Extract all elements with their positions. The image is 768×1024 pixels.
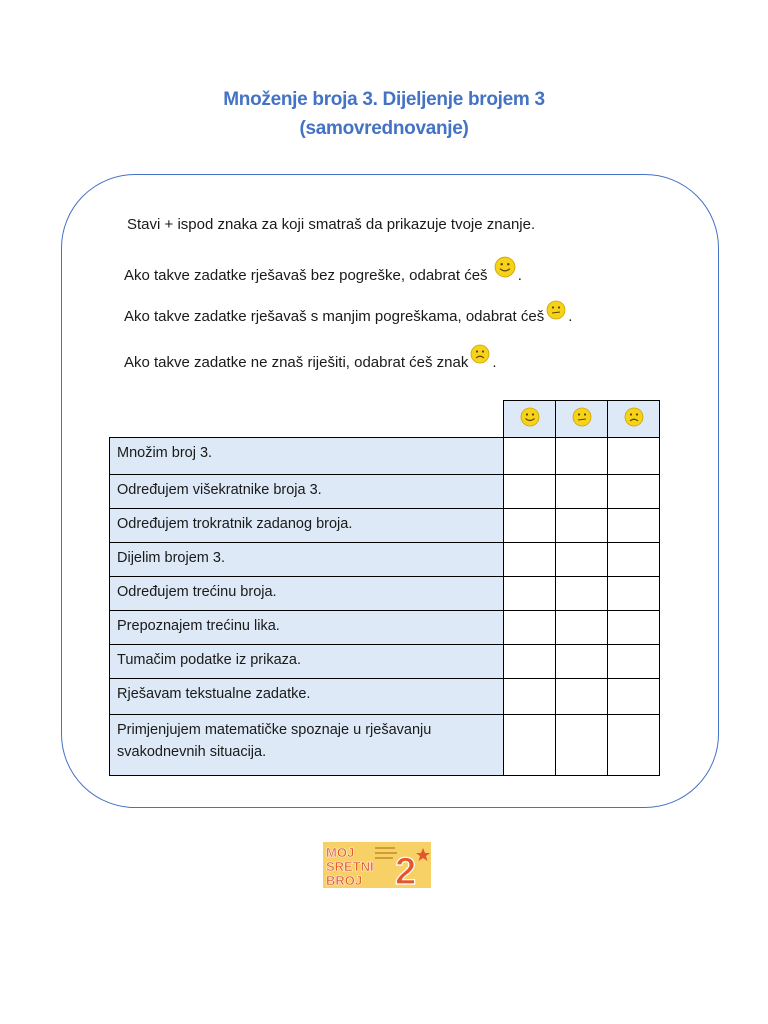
logo-text-sretni: SRETNI [326,859,374,874]
neutral-face-icon [546,300,566,320]
row-label: Prepoznajem trećinu lika. [110,611,504,645]
cell-sad[interactable] [608,679,660,715]
period: . [568,308,573,325]
table-row [110,645,660,679]
cell-neutral[interactable] [556,509,608,543]
cell-sad[interactable] [608,645,660,679]
table-row [110,475,660,509]
logo-text-broj: BROJ [326,873,363,888]
header-sad [608,401,660,438]
cell-happy[interactable] [504,611,556,645]
table-row [110,543,660,577]
cell-happy[interactable] [504,577,556,611]
row-label: Određujem višekratnike broja 3. [110,475,504,509]
cell-neutral[interactable] [556,438,608,475]
cell-happy[interactable] [504,645,556,679]
smiling-face-icon [494,256,516,278]
cell-sad[interactable] [608,438,660,475]
cell-happy[interactable] [504,509,556,543]
cell-neutral[interactable] [556,543,608,577]
row-label: Primjenjujem matematičke spoznaje u rješavanju svakodnevnih situacija. [110,715,504,776]
instruction-neutral-text: Ako takve zadatke rješavaš s manjim pogreškama, odabrat ćeš [124,308,545,325]
cell-neutral[interactable] [556,611,608,645]
row-label: Određujem trećinu broja. [110,577,504,611]
cell-happy[interactable] [504,679,556,715]
cell-sad[interactable] [608,475,660,509]
instruction-sad-text: Ako takve zadatke ne znaš riješiti, odabrat ćeš znak [124,354,469,371]
instruction-happy-text: Ako takve zadatke rješavaš bez pogreške, odabrat ćeš [124,267,488,284]
cell-neutral[interactable] [556,645,608,679]
period: . [517,267,522,284]
row-label: Rješavam tekstualne zadatke. [110,679,504,715]
table-row [110,611,660,645]
frowning-face-icon [470,344,490,364]
table-header-row [110,401,660,438]
neutral-face-icon [572,407,592,427]
cell-sad[interactable] [608,577,660,611]
instruction-neutral [124,300,572,325]
period: . [492,354,497,371]
instruction-sad [124,344,497,371]
table-row [110,715,660,776]
cell-sad[interactable] [608,543,660,577]
cell-happy[interactable] [504,438,556,475]
moj-sretni-broj-logo [323,842,431,888]
table-row [110,509,660,543]
self-assessment-table [109,400,660,776]
row-label: Tumačim podatke iz prikaza. [110,645,504,679]
row-label: Množim broj 3. [110,438,504,475]
logo-number: 2 [395,851,417,888]
cell-neutral[interactable] [556,679,608,715]
cell-neutral[interactable] [556,715,608,776]
cell-happy[interactable] [504,543,556,577]
row-label: Određujem trokratnik zadanog broja. [110,509,504,543]
header-happy [504,401,556,438]
cell-happy[interactable] [504,475,556,509]
instruction-happy [124,256,522,284]
cell-happy[interactable] [504,715,556,776]
header-neutral [556,401,608,438]
cell-neutral[interactable] [556,577,608,611]
table-row [110,679,660,715]
table-row [110,438,660,475]
page-subtitle: (samovrednovanje) [299,118,469,139]
frowning-face-icon [624,407,644,427]
table-row [110,577,660,611]
logo-text-moj: MOJ [326,845,355,860]
cell-sad[interactable] [608,509,660,543]
page-title: Množenje broja 3. Dijeljenje brojem 3 [223,89,545,110]
cell-neutral[interactable] [556,475,608,509]
row-label: Dijelim brojem 3. [110,543,504,577]
cell-sad[interactable] [608,715,660,776]
instruction-intro: Stavi + ispod znaka za koji smatraš da prikazuje tvoje znanje. [127,216,536,233]
table-corner [110,401,504,438]
smiling-face-icon [520,407,540,427]
cell-sad[interactable] [608,611,660,645]
